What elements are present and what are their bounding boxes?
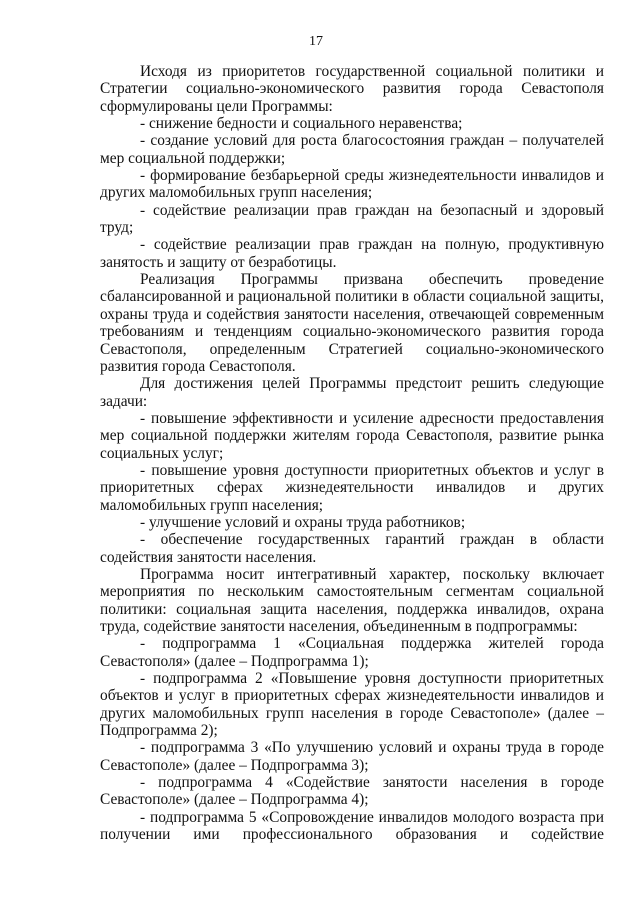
- list-item-task-employment-guarantees: - обеспечение государственных гарантий граждан в области содействия занятости населения.: [100, 531, 604, 566]
- list-item-goal-poverty: - снижение бедности и социального неравенства;: [140, 115, 463, 133]
- list-item-task-social-support: - повышение эффективности и усиление адресности предоставления мер социальной поддержки жителям города Севастополя, развитие рынка социальных услуг;: [100, 409, 604, 462]
- paragraph-program-goals-intro: Исходя из приоритетов государственной социальной политики и Стратегии социально-экономического развития города Севастополя сформулированы цели Программы:: [100, 63, 604, 115]
- document-body: [100, 63, 604, 843]
- paragraph-tasks-intro: Для достижения целей Программы предстоит решить следующие задачи:: [100, 375, 604, 410]
- list-item-subprogram-2: - подпрограмма 2 «Повышение уровня доступности приоритетных объектов и услуг в приоритетных сферах жизнедеятельности инвалидов и других маломобильных групп населения в городе Севастополе» (далее – Подпрограмма 2);: [100, 670, 604, 740]
- list-item-goal-safe-labor: - содействие реализации прав граждан на безопасный и здоровый труд;: [100, 201, 604, 237]
- list-item-task-labor-protection: - улучшение условий и охраны труда работников;: [140, 513, 466, 531]
- list-item-goal-employment: - содействие реализации прав граждан на полную, продуктивную занятость и защиту от безработицы.: [100, 236, 604, 271]
- list-item-subprogram-4: - подпрограмма 4 «Содействие занятости населения в городе Севастополе» (далее – Подпрограмма 4);: [100, 774, 604, 809]
- paragraph-program-structure: Программа носит интегративный характер, поскольку включает мероприятия по нескольким самостоятельным сегментам социальной политики: социальная защита населения, поддержка инвалидов, охрана труда, содействие занятости населения, объединенным в подпрограммы:: [100, 565, 604, 635]
- list-item-subprogram-3: - подпрограмма 3 «По улучшению условий и охраны труда в городе Севастополе» (далее – Подпрограмма 3);: [100, 739, 604, 774]
- list-item-goal-welfare: - создание условий для роста благосостояния граждан – получателей мер социальной поддержки;: [100, 132, 604, 167]
- paragraph-program-implementation: Реализация Программы призвана обеспечить проведение сбалансированной и рациональной политики в области социальной защиты, охраны труда и содействия занятости населения, отвечающей современным требованиям и тенденциям социально-экономического развития города Севастополя, определенным Стратегией социально-экономического развития города Севастополя.: [100, 271, 604, 375]
- list-item-subprogram-5: - подпрограмма 5 «Сопровождение инвалидов молодого возраста при получении ими профессионального образования и содействие: [100, 808, 604, 844]
- list-item-task-accessibility: - повышение уровня доступности приоритетных объектов и услуг в приоритетных сферах жизнедеятельности инвалидов и других маломобильных групп населения;: [100, 461, 604, 514]
- page-number: 17: [309, 34, 323, 49]
- list-item-goal-barrier-free: - формирование безбарьерной среды жизнедеятельности инвалидов и других маломобильных групп населения;: [100, 167, 604, 202]
- list-item-subprogram-1: - подпрограмма 1 «Социальная поддержка жителей города Севастополя» (далее – Подпрограмма 1);: [100, 635, 604, 670]
